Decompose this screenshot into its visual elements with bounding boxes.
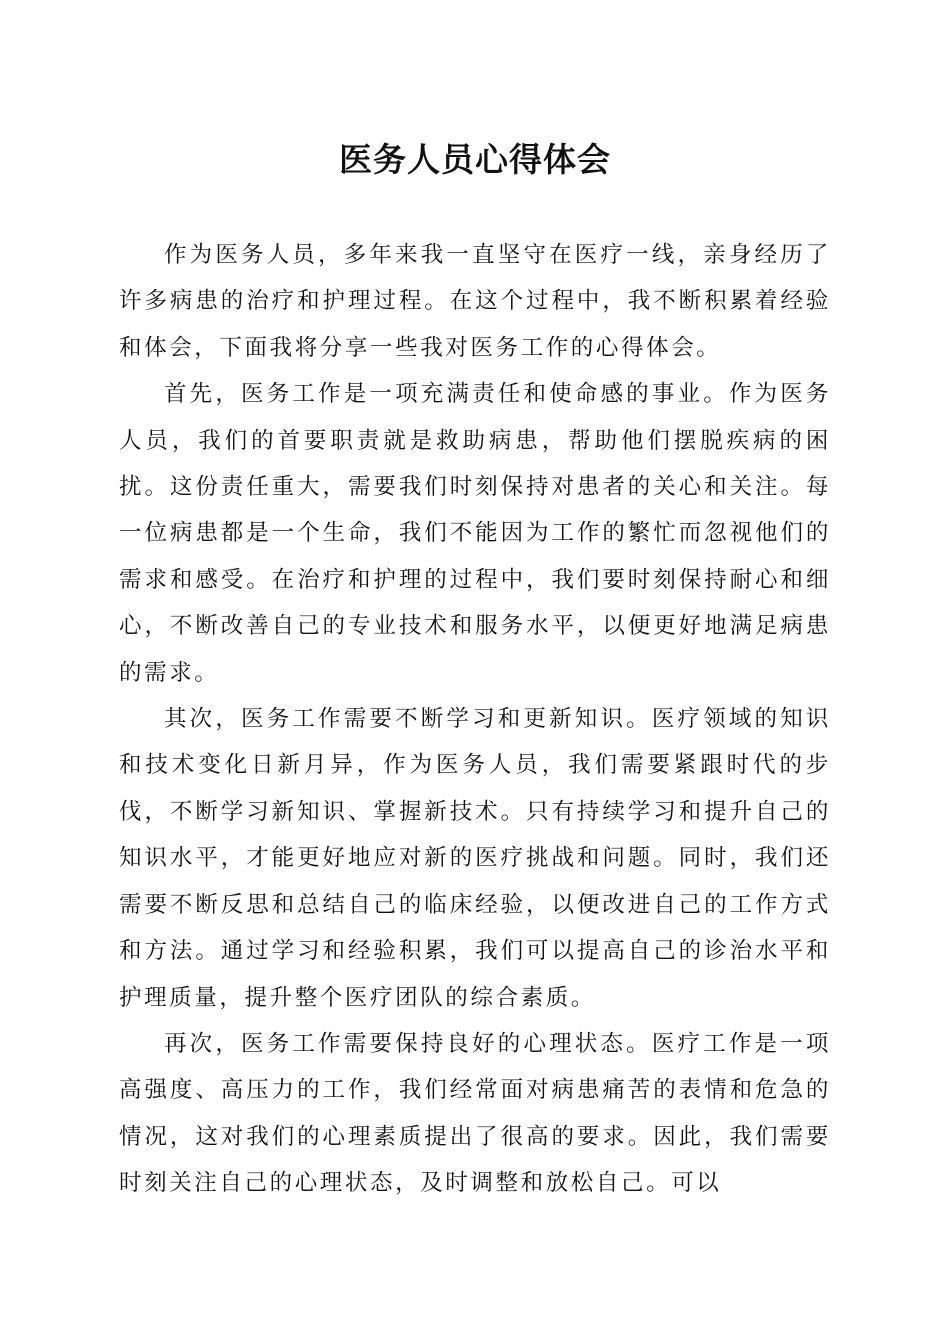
- paragraph: 首先，医务工作是一项充满责任和使命感的事业。作为医务人员，我们的首要职责就是救助病患，帮助他们摆脱疾病的困扰。这份责任重大，需要我们时刻保持对患者的关心和关注。每一位病患都是一个生命，我们不能因为工作的繁忙而忽视他们的需求和感受。在治疗和护理的过程中，我们要时刻保持耐心和细心，不断改善自己的专业技术和服务水平，以便更好地满足病患的需求。: [119, 381, 831, 686]
- document-body: [119, 232, 831, 1207]
- document-title: 医务人员心得体会: [339, 140, 611, 179]
- paragraph: 作为医务人员，多年来我一直坚守在医疗一线，亲身经历了许多病患的治疗和护理过程。在这个过程中，我不断积累着经验和体会，下面我将分享一些我对医务工作的心得体会。: [119, 242, 831, 361]
- paragraph: 再次，医务工作需要保持良好的心理状态。医疗工作是一项高强度、高压力的工作，我们经常面对病患痛苦的表情和危急的情况，这对我们的心理素质提出了很高的要求。因此，我们需要时刻关注自己的心理状态，及时调整和放松自己。可以: [119, 1030, 831, 1197]
- paragraph: 其次，医务工作需要不断学习和更新知识。医疗领域的知识和技术变化日新月异，作为医务人员，我们需要紧跟时代的步伐，不断学习新知识、掌握新技术。只有持续学习和提升自己的知识水平，才能更好地应对新的医疗挑战和问题。同时，我们还需要不断反思和总结自己的临床经验，以便改进自己的工作方式和方法。通过学习和经验积累，我们可以提高自己的诊治水平和护理质量，提升整个医疗团队的综合素质。: [119, 706, 831, 1011]
